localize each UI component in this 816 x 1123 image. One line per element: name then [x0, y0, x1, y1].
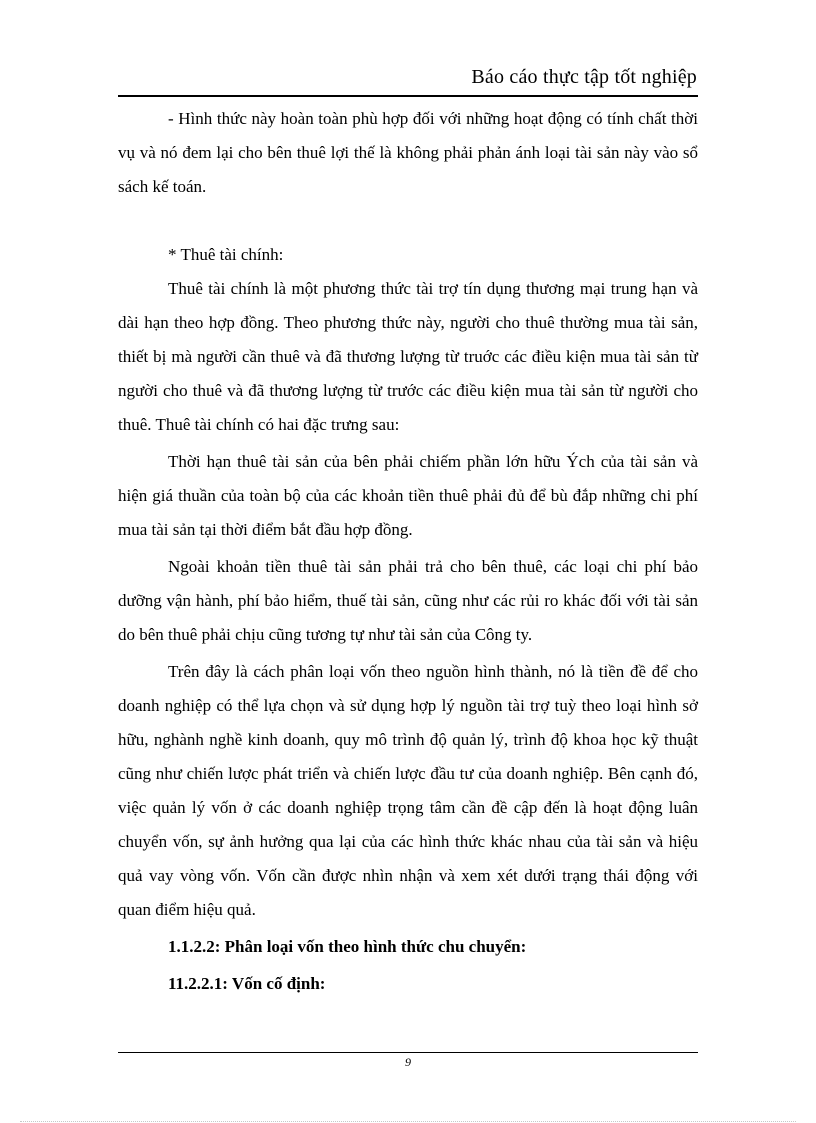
paragraph-financial-lease-definition: Thuê tài chính là một phương thức tài trợ tín dụng thương mại trung hạn và dài hạn theo hợp đồng. Theo phương thức này, người cho thuê thường mua tài sản, thiết bị mà người cần thuê và đã thương lượng từ truớc các điều kiện mua tài sản từ người cho thuê và đã thương lượng từ trước các điều kiện mua tài sản từ người cho thuê. Thuê tài chính có hai đặc trưng sau: [118, 279, 698, 434]
header-divider [118, 95, 698, 97]
document-body [118, 102, 698, 1001]
footer-divider [118, 1052, 698, 1053]
page-header-title: Báo cáo thực tập tốt nghiệp [471, 66, 697, 88]
paragraph-capital-summary: Trên đây là cách phân loại vốn theo nguồn hình thành, nó là tiền đề để cho doanh nghiệp có thể lựa chọn và sử dụng hợp lý nguồn tài trợ tuỳ theo loại hình sở hữu, nghành nghề kinh doanh, quy mô trình độ quản lý, trình độ khoa học kỹ thuật cũng như chiến lược phát triển và chiến lược đầu tư của doanh nghiệp. Bên cạnh đó, việc quản lý vốn ở các doanh nghiệp trọng tâm cần đề cập đến là hoạt động luân chuyển vốn, sự ảnh hưởng qua lại của các hình thức khác nhau của tài sản và hiệu quả vay vòng vốn. Vốn cần được nhìn nhận và xem xét dưới trạng thái động với quan điểm hiệu quả. [118, 662, 698, 919]
paragraph-leasing-operating-note: - Hình thức này hoàn toàn phù hợp đối với những hoạt động có tính chất thời vụ và nó đem lại cho bên thuê lợi thế là không phải phản ánh loại tài sản này vào sổ sách kế toán. [118, 109, 698, 196]
paragraph-lease-costs: Ngoài khoản tiền thuê tài sản phải trả cho bên thuê, các loại chi phí bảo dưỡng vận hành, phí bảo hiểm, thuế tài sản, cũng như các rủi ro khác đối với tài sản do bên thuê phải chịu cũng tương tự như tài sản của Công ty. [118, 557, 698, 644]
paragraph-lease-term: Thời hạn thuê tài sản của bên phải chiếm phần lớn hữu Ých của tài sản và hiện giá thuần của toàn bộ của các khoản tiền thuê phải đủ để bù đắp những chi phí mua tài sản tại thời điểm bắt đầu hợp đồng. [118, 452, 698, 539]
page-bottom-border [20, 1121, 796, 1122]
paragraph-financial-lease-label: * Thuê tài chính: [168, 245, 284, 264]
page-number: 9 [405, 1055, 411, 1069]
section-heading-fixed-capital: 11.2.2.1: Vốn cố định: [168, 974, 326, 993]
section-heading-capital-circulation: 1.1.2.2: Phân loại vốn theo hình thức chu chuyển: [168, 937, 527, 956]
